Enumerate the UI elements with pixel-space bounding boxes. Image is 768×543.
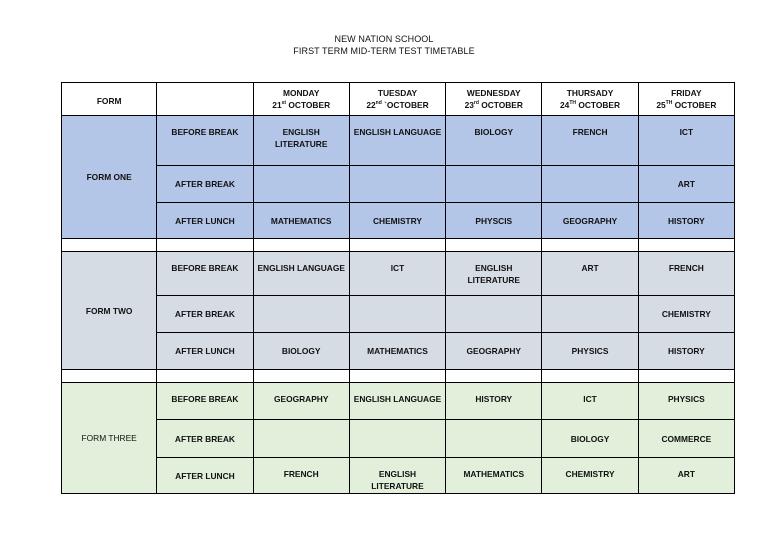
subject-cell: BIOLOGY [253,333,349,370]
spacer-row [62,239,735,252]
subject-cell [253,420,349,458]
day-header [638,83,734,116]
day-date: 21st OCTOBER [272,100,331,110]
subject-cell: PHYSICS [542,333,638,370]
subject-cell [349,420,445,458]
subject-cell: ENGLISH LANGUAGE [253,252,349,296]
subject-cell: CHEMISTRY [542,458,638,494]
table-row [62,116,735,166]
subject-cell: ENGLISH LITERATURE [446,252,542,296]
subject-cell: MATHEMATICS [446,458,542,494]
day-name: THURSADY [566,88,614,98]
subject-cell: HISTORY [446,383,542,420]
subject-cell [253,296,349,333]
subject-cell [349,166,445,203]
date-suffix: rd [473,100,479,107]
subject-cell: ENGLISH LITERATURE [253,116,349,166]
spacer-cell [446,239,542,252]
subject-cell: ENGLISH LANGUAGE [349,116,445,166]
day-header [253,83,349,116]
spacer-cell [157,370,253,383]
table-row [62,420,735,458]
period-label: AFTER BREAK [157,296,253,333]
subject-cell: FRENCH [638,252,734,296]
table-row [62,166,735,203]
subject-cell [542,166,638,203]
subject-cell: BIOLOGY [542,420,638,458]
subject-cell: HISTORY [638,333,734,370]
subject-cell: CHEMISTRY [349,203,445,239]
subject-cell: COMMERCE [638,420,734,458]
subject-cell: ENGLISH LANGUAGE [349,383,445,420]
table-row [62,203,735,239]
subject-cell: ICT [638,116,734,166]
subject-cell: ART [542,252,638,296]
subject-cell: FRENCH [253,458,349,494]
period-label: AFTER LUNCH [157,458,253,494]
date-suffix: st [281,100,287,107]
table-row [62,296,735,333]
day-date: 25TH OCTOBER [656,100,717,110]
day-header [542,83,638,116]
spacer-cell [157,239,253,252]
spacer-cell [446,370,542,383]
form-name: FORM THREE [62,383,157,494]
day-name: MONDAY [282,88,320,98]
period-label: BEFORE BREAK [157,116,253,166]
table-row [62,383,735,420]
header-row [62,83,735,116]
subject-cell: PHYSCIS [446,203,542,239]
date-suffix: TH [665,100,673,107]
table-row [62,458,735,494]
day-name: FRIDAY [671,88,702,98]
form-name: FORM TWO [62,252,157,370]
day-name: WEDNESDAY [466,88,521,98]
subject-cell: MATHEMATICS [349,333,445,370]
subject-cell: GEOGRAPHY [542,203,638,239]
subject-cell: ICT [349,252,445,296]
subject-cell: ART [638,166,734,203]
spacer-cell [542,370,638,383]
table-row [62,333,735,370]
period-label: BEFORE BREAK [157,252,253,296]
subject-cell [446,166,542,203]
subject-cell [542,296,638,333]
day-header [349,83,445,116]
table-row [62,252,735,296]
subject-cell: ENGLISH LITERATURE [349,458,445,494]
subject-cell: GEOGRAPHY [446,333,542,370]
school-name: NEW NATION SCHOOL [334,34,434,44]
spacer-cell [638,239,734,252]
subject-cell: ART [638,458,734,494]
subject-cell: PHYSICS [638,383,734,420]
period-label: AFTER LUNCH [157,333,253,370]
subject-cell [446,296,542,333]
subject-cell [446,420,542,458]
subject-cell [253,166,349,203]
subject-cell: GEOGRAPHY [253,383,349,420]
form-column-header: FORM [62,83,157,116]
date-suffix: TH [569,100,577,107]
day-name: TUESDAY [377,88,418,98]
spacer-cell [638,370,734,383]
day-header [446,83,542,116]
period-label: AFTER LUNCH [157,203,253,239]
spacer-cell [542,239,638,252]
day-date: 22nd `OCTOBER [366,100,429,110]
spacer-row [62,370,735,383]
timetable-title: FIRST TERM MID-TERM TEST TIMETABLE [293,46,475,56]
subject-cell: ICT [542,383,638,420]
date-suffix: nd [375,100,382,107]
day-date: 23rd OCTOBER [464,100,523,110]
period-column-header [157,83,253,116]
spacer-cell [253,370,349,383]
form-name: FORM ONE [62,116,157,239]
spacer-cell [349,370,445,383]
subject-cell: MATHEMATICS [253,203,349,239]
spacer-cell [349,239,445,252]
spacer-cell [253,239,349,252]
subject-cell: BIOLOGY [446,116,542,166]
subject-cell: HISTORY [638,203,734,239]
subject-cell: CHEMISTRY [638,296,734,333]
day-date: 24TH OCTOBER [560,100,621,110]
subject-cell: FRENCH [542,116,638,166]
timetable [61,82,735,494]
spacer-cell [62,370,157,383]
period-label: AFTER BREAK [157,420,253,458]
period-label: AFTER BREAK [157,166,253,203]
spacer-cell [62,239,157,252]
subject-cell [349,296,445,333]
period-label: BEFORE BREAK [157,383,253,420]
